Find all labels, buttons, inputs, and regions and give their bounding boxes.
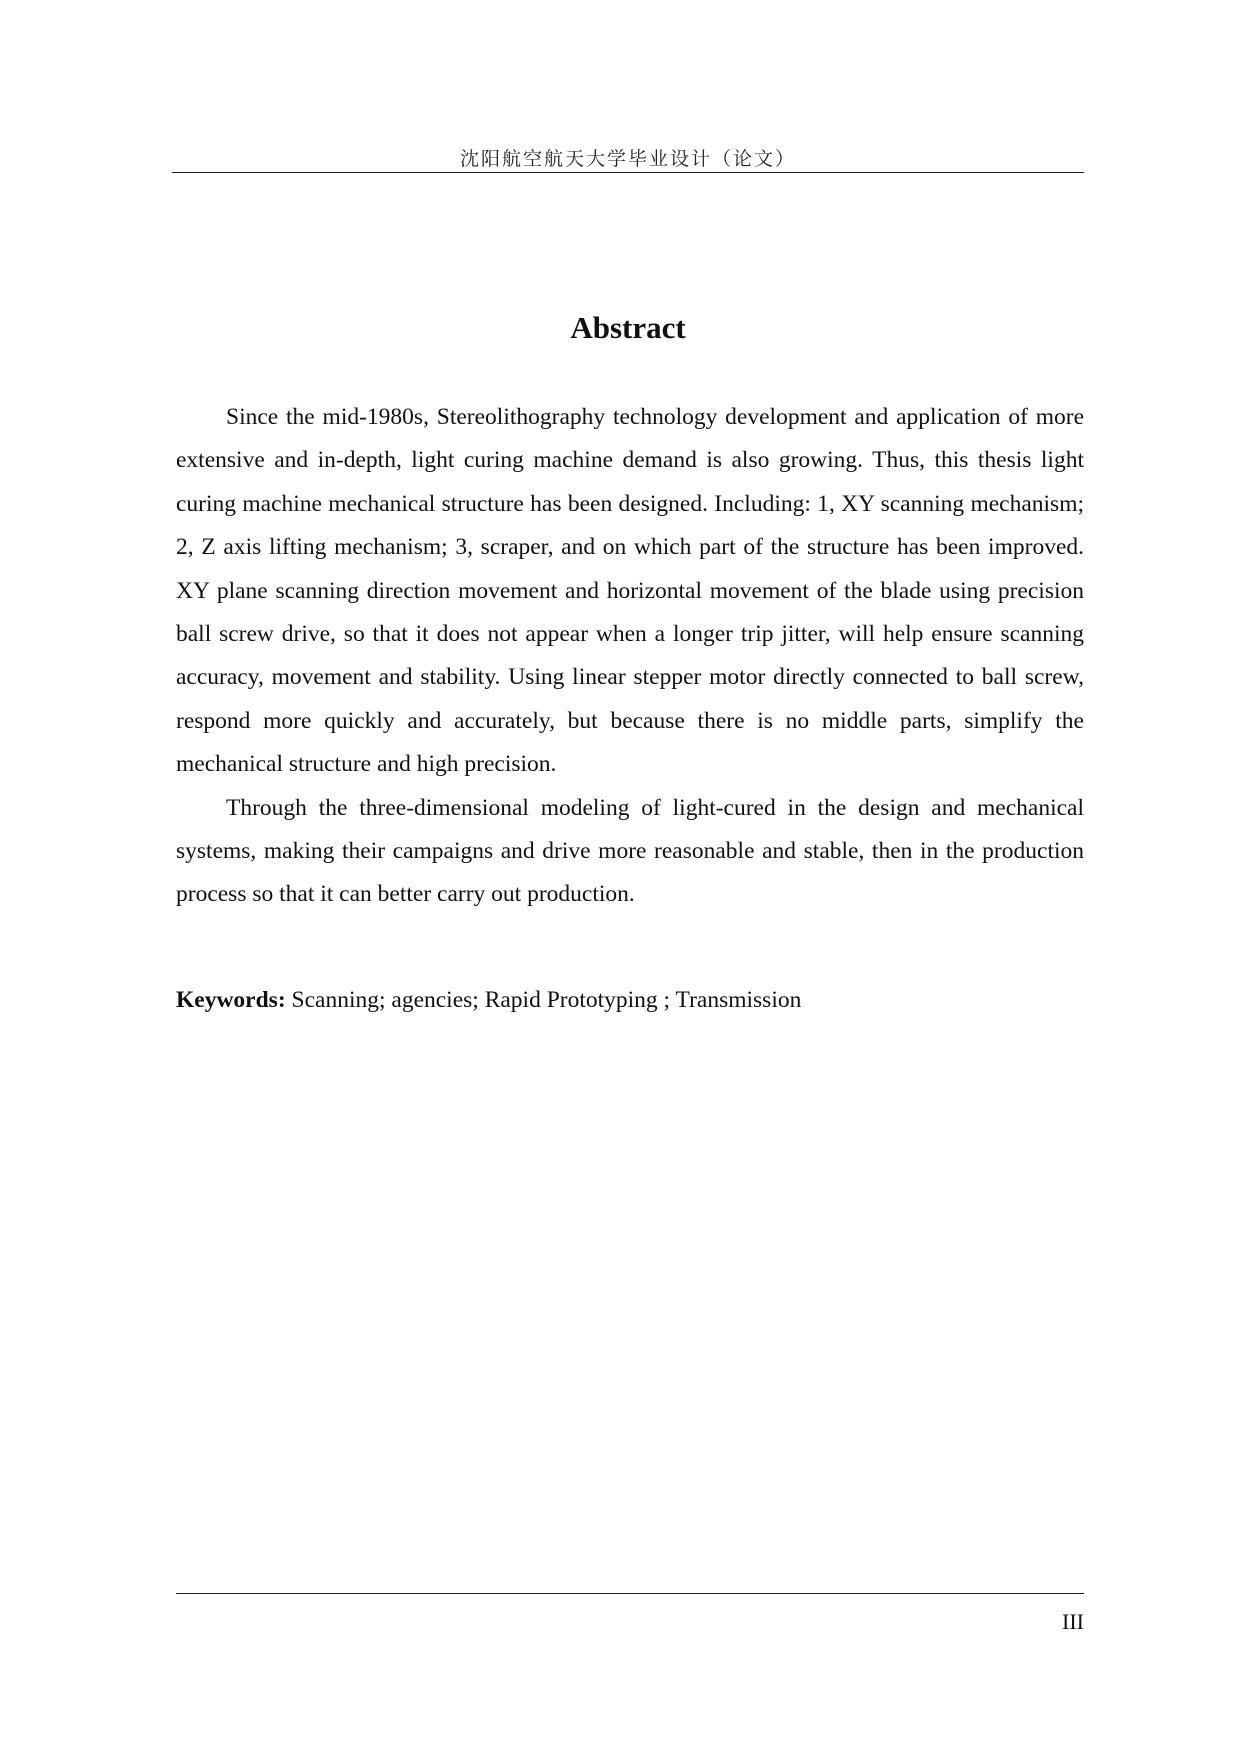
page-number: III	[1062, 1609, 1084, 1634]
keywords-line	[176, 979, 1084, 1022]
keywords-label: Keywords:	[176, 987, 286, 1013]
footer-rule	[176, 1593, 1084, 1594]
abstract-paragraph-2: Through the three-dimensional modeling of light-cured in the design and mechanical systems, making their campaigns and drive more reasonable and stable, then in the production process so that it can better carry out production.	[176, 794, 1084, 908]
keywords-text: Scanning; agencies; Rapid Prototyping ; Transmission	[291, 987, 802, 1013]
abstract-title: Abstract	[570, 310, 686, 345]
header-rule	[172, 172, 1084, 173]
running-header: 沈阳航空航天大学毕业设计（论文）	[459, 148, 796, 170]
abstract-body	[176, 396, 1084, 917]
abstract-paragraph-1: Since the mid-1980s, Stereolithography technology development and application of more extensive and in-depth, light curing machine demand is also growing. Thus, this thesis light curing machine mechanical structure has been designed. Including: 1, XY scanning mechanism; 2, Z axis lifting mechanism; 3, scraper, and on which part of the structure has been improved. XY plane scanning direction movement and horizontal movement of the blade using precision ball screw drive, so that it does not appear when a longer trip jitter, will help ensure scanning accuracy, movement and stability. Using linear stepper motor directly connected to ball screw, respond more quickly and accurately, but because there is no middle parts, simplify the mechanical structure and high precision.	[176, 404, 1084, 778]
